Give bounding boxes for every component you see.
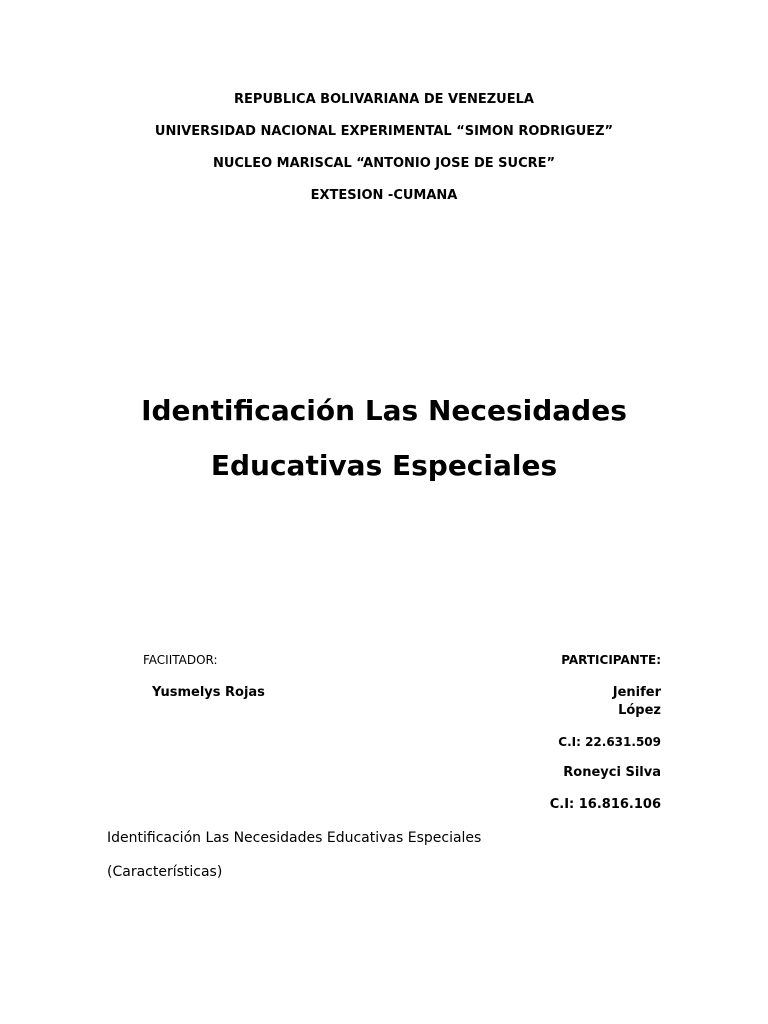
body-subtopic-line: (Características) [107,864,223,880]
participant-1-name-first: Jenifer [612,685,661,700]
facilitator-name: Yusmelys Rojas [152,685,265,700]
document-title-line1: Identificación Las Necesidades [141,394,627,427]
participant-2-ci: C.I: 16.816.106 [549,797,661,812]
facilitator-label: FACIITADOR: [143,653,218,667]
header-nucleus: NUCLEO MARISCAL “ANTONIO JOSE DE SUCRE” [212,156,556,171]
document-title-line2: Educativas Especiales [210,449,558,482]
participant-2-name: Roneyci Silva [563,765,661,780]
header-extension: EXTESION -CUMANA [310,188,458,203]
participant-1-name-last: López [618,703,661,718]
body-topic-line: Identificación Las Necesidades Educativas Especiales [107,830,482,846]
header-university: UNIVERSIDAD NACIONAL EXPERIMENTAL “SIMON RODRIGUEZ” [154,124,614,139]
header-country: REPUBLICA BOLIVARIANA DE VENEZUELA [234,92,534,107]
participant-label: PARTICIPANTE: [561,653,661,667]
participant-1-ci: C.I: 22.631.509 [558,735,661,749]
